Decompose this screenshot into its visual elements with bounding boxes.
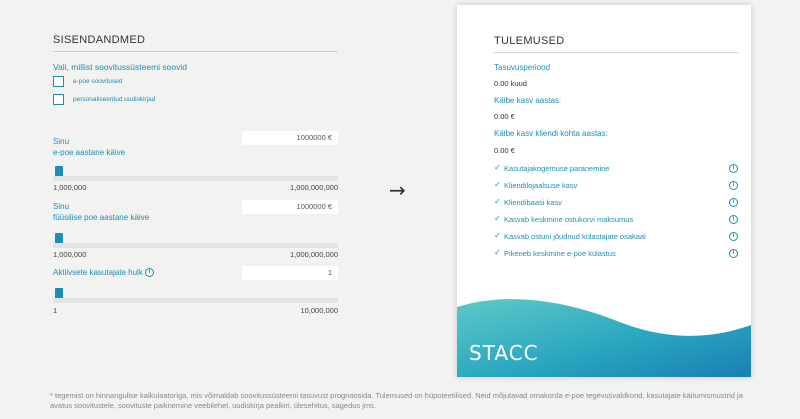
info-icon[interactable]: i [729,164,738,173]
benefit-item [494,231,738,242]
payback-label: Tasuvusperiood [494,63,551,72]
info-icon[interactable]: i [145,268,154,277]
eshop-turnover-input[interactable]: 1000000 € [242,131,338,145]
eshop-turnover-min: 1,000,000 [53,183,87,192]
store-turnover-min: 1,000,000 [53,250,87,259]
eshop-turnover-slider-handle[interactable] [55,166,63,176]
label-line: Sinu [53,202,70,211]
payback-value: 0.00 kuud [494,79,527,88]
checkbox-personalized-newsletters[interactable] [53,94,64,105]
benefit-label: Kasvab ostuni jõudnud külastajate osakaal [504,232,646,241]
info-icon[interactable]: i [729,249,738,258]
store-turnover-input[interactable]: 1000000 € [242,200,338,214]
store-turnover-label [53,201,149,223]
info-icon[interactable]: i [729,198,738,207]
active-users-max: 10,000,000 [300,306,338,315]
benefit-label: Kliendilojaalsuse kasv [504,181,578,190]
check-icon: ✓ [494,214,501,223]
active-users-slider-handle[interactable] [55,288,63,298]
arrow-right-icon: → [389,178,406,202]
active-users-slider[interactable] [53,298,338,303]
active-users-input[interactable]: 1 [242,266,338,280]
store-turnover-max: 1,000,000,000 [290,250,338,259]
benefit-item [494,180,738,191]
benefit-item [494,248,738,259]
check-icon: ✓ [494,163,501,172]
active-users-label [53,267,154,278]
label-line: Sinu [53,137,70,146]
label-line: füüsilise poe aastane käive [53,213,150,222]
eshop-turnover-max: 1,000,000,000 [290,183,338,192]
per-client-label: Käibe kasv kliendi kohta aastas: [494,129,608,138]
benefit-item [494,214,738,225]
footnote: * tegemist on hinnangulise kalkulaatoriga, mis võimaldab soovitussüsteemi tasuvust prognoosida. Tulemused on hüpoteetilised. Neid mõjutavad omakorda e-poe tegevusvaldkond, kasutajate käitumismustrid ja avatus soovitustele, soovituste paiknemine veebilehel, uudiskirja pealkiri, ülesehitus, sagedus jms. [50,391,743,410]
label-line: e-poe aastane käive [53,148,126,157]
check-icon: ✓ [494,231,501,240]
option-label: e-poe soovitused [73,78,123,85]
brand-logo: STACC [469,341,539,365]
info-icon[interactable]: i [729,181,738,190]
store-turnover-slider-handle[interactable] [55,233,63,243]
eshop-turnover-label [53,136,125,158]
check-icon: ✓ [494,197,501,206]
benefit-label: Kliendibaasi kasv [504,198,562,207]
info-icon[interactable]: i [729,232,738,241]
per-client-value: 0.00 € [494,146,515,155]
check-icon: ✓ [494,180,501,189]
label-text: Aktiivsete kasutajate hulk [53,268,143,277]
benefit-label: Kasvab keskmine ostukorvi maksumus [504,215,634,224]
benefit-label: Kasutajakogemuse paranemine [504,164,610,173]
benefit-item [494,163,738,174]
store-turnover-slider[interactable] [53,243,338,248]
growth-label: Käibe kasv aastas: [494,96,562,105]
eshop-turnover-slider[interactable] [53,176,338,181]
option-e-shop-recommendations[interactable] [53,76,123,87]
results-card [457,5,751,377]
option-personalized-newsletters[interactable] [53,94,155,105]
benefit-label: Pikeneb keskmine e-poe külastus [504,249,616,258]
results-title: TULEMUSED [494,35,738,53]
input-section-title: SISENDANDMED [53,34,338,52]
info-icon[interactable]: i [729,215,738,224]
growth-value: 0.00 € [494,112,515,121]
system-choice-label: Vali, millist soovitussüsteemi soovid [53,62,187,72]
check-icon: ✓ [494,248,501,257]
active-users-min: 1 [53,306,58,315]
benefit-item [494,197,738,208]
option-label: personaliseeritud uudiskirjad [73,96,156,103]
checkbox-e-shop-recommendations[interactable] [53,76,64,87]
